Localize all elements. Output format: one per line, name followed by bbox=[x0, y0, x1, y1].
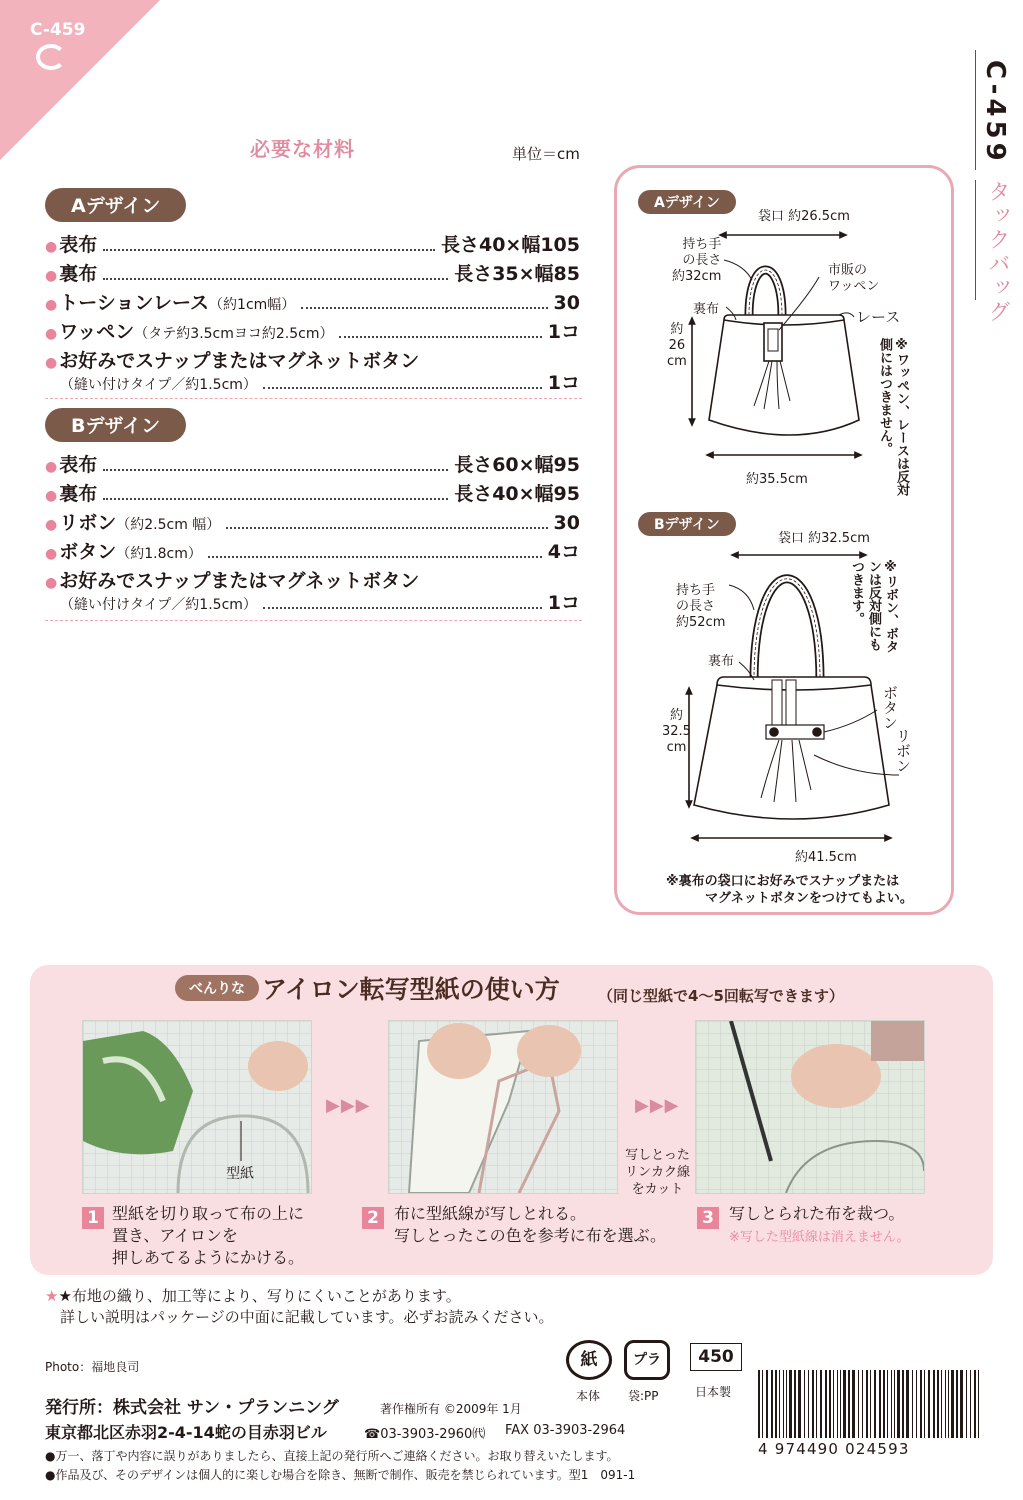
barcode-bar bbox=[848, 1370, 850, 1438]
design-b-label: Bデザイン bbox=[45, 408, 186, 442]
publisher: 発行所：株式会社 サン・プランニング bbox=[45, 1398, 339, 1418]
recycle-bag-label: 袋:PP bbox=[628, 1389, 659, 1403]
barcode-bar bbox=[897, 1370, 900, 1438]
material-row: ● 裏布 長さ40×幅95 bbox=[45, 483, 580, 505]
barcode-bar bbox=[874, 1370, 876, 1438]
pattern-label: 型紙 bbox=[226, 1166, 254, 1182]
barcode-bar bbox=[966, 1370, 967, 1438]
design-a-label: Aデザイン bbox=[45, 188, 186, 222]
section-divider bbox=[45, 398, 582, 399]
step-1-text: 型紙を切り取って布の上に 置き、アイロンを 押しあてるようにかける。 bbox=[112, 1204, 305, 1267]
recycle-body-label: 本体 bbox=[576, 1389, 601, 1403]
barcode-bar bbox=[945, 1370, 946, 1438]
step-arrow-icon: ▶▶▶ bbox=[635, 1095, 680, 1116]
barcode-bar bbox=[951, 1370, 954, 1438]
material-row: ● トーションレース（約1cm幅） 30 bbox=[45, 292, 580, 314]
material-row: ● リボン（約2.5cm 幅） 30 bbox=[45, 512, 580, 534]
diagram-b-note: ※リボン、ボタンは反対側にもつきます。 bbox=[849, 560, 898, 653]
barcode-bar bbox=[837, 1370, 838, 1438]
material-row: ● お好みでスナップまたはマグネットボタン bbox=[45, 350, 420, 372]
step-3-number: 3 bbox=[697, 1207, 719, 1229]
barcode-bar bbox=[833, 1370, 834, 1438]
diagram-a-width: 約35.5cm bbox=[746, 472, 808, 487]
barcode-bar bbox=[798, 1370, 801, 1438]
barcode-bar bbox=[906, 1370, 909, 1438]
diagram-a-handle-length: 持ち手 の長さ 約32cm bbox=[672, 237, 722, 284]
barcode-bar bbox=[840, 1370, 841, 1438]
barcode-bar bbox=[920, 1370, 922, 1438]
diagram-b-lining: 裏布 bbox=[708, 654, 735, 669]
barcode-bar bbox=[852, 1370, 855, 1438]
diagram-b-ribbon: リボン bbox=[894, 728, 912, 773]
step-1-number: 1 bbox=[82, 1207, 104, 1229]
side-divider bbox=[975, 50, 976, 170]
material-sub-row: （縫い付けタイプ／約1.5cm） 1コ bbox=[60, 372, 580, 394]
material-row: ● ボタン（約1.8cm） 4コ bbox=[45, 541, 580, 563]
barcode-bar bbox=[858, 1370, 859, 1438]
diagram-a-opening: 袋口 約26.5cm bbox=[758, 209, 850, 224]
step-arrow-icon: ▶▶▶ bbox=[326, 1095, 371, 1116]
diagram-a-note: ※ワッペン、レースは反対側にはつきません。 bbox=[877, 338, 909, 496]
barcode-bar bbox=[902, 1370, 904, 1438]
made-in-label: 日本製 bbox=[695, 1385, 732, 1399]
diagram-a-lace: レース bbox=[856, 308, 901, 326]
barcode-bar bbox=[820, 1370, 822, 1438]
step-1-photo bbox=[82, 1020, 312, 1194]
brand-logo-icon bbox=[36, 44, 66, 70]
barcode-bar bbox=[866, 1370, 868, 1438]
barcode-bar bbox=[978, 1370, 979, 1438]
diagram-a-wappen: 市販の ワッペン bbox=[828, 263, 880, 294]
care-note: ★★布地の織り、加工等により、写りにくいことがあります。 詳しい説明はパッケージの中面に記載しています。必ずお読みください。 bbox=[45, 1287, 554, 1326]
howto-badge: べんりな bbox=[175, 975, 259, 1001]
barcode-bar bbox=[960, 1370, 963, 1438]
howto-subtitle: （同じ型紙で4〜5回転写できます） bbox=[598, 987, 844, 1005]
material-row: ● 表布 長さ60×幅95 bbox=[45, 454, 580, 476]
barcode-bar bbox=[924, 1370, 925, 1438]
diagram-b-height: 約 32.5 cm bbox=[662, 708, 691, 755]
barcode bbox=[754, 1370, 986, 1438]
barcode-bar bbox=[812, 1370, 814, 1438]
step-3-text: 写しとられた布を裁つ。 ※写した型紙線は消えません。 bbox=[729, 1204, 910, 1245]
side-divider bbox=[975, 180, 976, 300]
barcode-bar bbox=[937, 1370, 939, 1438]
diagram-b-button: ボタン bbox=[881, 685, 899, 730]
barcode-number: 4 974490 024593 bbox=[758, 1440, 910, 1458]
barcode-bar bbox=[879, 1370, 881, 1438]
barcode-bar bbox=[816, 1370, 817, 1438]
diagram-a-label: Aデザイン bbox=[638, 190, 736, 214]
barcode-bar bbox=[794, 1370, 796, 1438]
barcode-bar bbox=[758, 1370, 760, 1438]
diagram-b-width: 約41.5cm bbox=[795, 850, 857, 865]
barcode-bar bbox=[894, 1370, 895, 1438]
material-row: ● 裏布 長さ35×幅85 bbox=[45, 263, 580, 285]
barcode-bar bbox=[870, 1370, 871, 1438]
barcode-bar bbox=[789, 1370, 792, 1438]
diagram-b-handle-length: 持ち手 の長さ 約52cm bbox=[676, 583, 726, 630]
barcode-bar bbox=[970, 1370, 971, 1438]
telephone: ☎03-3903-2960㈹ bbox=[364, 1427, 486, 1442]
step-2-text: 布に型紙線が写しとれる。 写しとったこの色を参考に布を選ぶ。 bbox=[394, 1204, 667, 1245]
barcode-bar bbox=[887, 1370, 888, 1438]
material-row: ● お好みでスナップまたはマグネットボタン bbox=[45, 570, 420, 592]
barcode-bar bbox=[829, 1370, 831, 1438]
materials-title: 必要な材料 bbox=[250, 137, 355, 161]
howto-title: アイロン転写型紙の使い方 bbox=[262, 975, 560, 1004]
barcode-bar bbox=[786, 1370, 787, 1438]
barcode-bar bbox=[883, 1370, 885, 1438]
barcode-bar bbox=[783, 1370, 784, 1438]
barcode-bar bbox=[771, 1370, 773, 1438]
barcode-bar bbox=[766, 1370, 768, 1438]
barcode-bar bbox=[862, 1370, 863, 1438]
plastic-recycle-icon: プラ bbox=[624, 1340, 670, 1380]
barcode-bar bbox=[956, 1370, 958, 1438]
barcode-bar bbox=[912, 1370, 913, 1438]
cut-outline-label: 写しとった リンカク線 をカット bbox=[625, 1148, 691, 1197]
barcode-bar bbox=[933, 1370, 935, 1438]
diagram-b-opening: 袋口 約32.5cm bbox=[778, 531, 870, 546]
barcode-bar bbox=[948, 1370, 949, 1438]
diagram-a-height: 約 26 cm bbox=[667, 322, 687, 369]
address: 東京都北区赤羽2-4-14蛇の目赤羽ビル bbox=[45, 1423, 327, 1442]
barcode-bar bbox=[891, 1370, 892, 1438]
disclaimer-copyright: ●作品及び、そのデザインは個人的に楽しむ場合を除き、無断で制作、販売を禁じられています。型1 091-1 bbox=[45, 1468, 636, 1482]
corner-product-code: C-459 bbox=[30, 20, 86, 40]
price-code: 450 bbox=[690, 1343, 742, 1371]
material-row: ● 表布 長さ40×幅105 bbox=[45, 234, 580, 256]
step-2-photo bbox=[388, 1020, 618, 1194]
step-2-number: 2 bbox=[362, 1207, 384, 1229]
barcode-bar bbox=[779, 1370, 780, 1438]
diagram-footnote: ※裏布の袋口にお好みでスナップまたは マグネットボタンをつけてもよい。 bbox=[666, 874, 913, 906]
barcode-bar bbox=[775, 1370, 777, 1438]
photo-credit: Photo：福地良司 bbox=[45, 1360, 140, 1374]
copyright: 著作権所有 ©2009年 1月 bbox=[380, 1402, 522, 1416]
paper-recycle-icon: 紙 bbox=[566, 1340, 612, 1380]
step-3-photo bbox=[695, 1020, 925, 1194]
barcode-bar bbox=[916, 1370, 917, 1438]
fax: FAX 03-3903-2964 bbox=[505, 1423, 626, 1438]
unit-note: 単位＝cm bbox=[512, 145, 580, 163]
disclaimer-replacement: ●万一、落丁や内容に誤りがありましたら、直接上記の発行所へご連絡ください。お取り替えいたします。 bbox=[45, 1449, 619, 1463]
barcode-bar bbox=[808, 1370, 809, 1438]
barcode-bar bbox=[804, 1370, 805, 1438]
diagram-b-label: Bデザイン bbox=[638, 512, 736, 536]
barcode-bar bbox=[941, 1370, 942, 1438]
barcode-bar bbox=[843, 1370, 846, 1438]
section-divider bbox=[45, 620, 582, 621]
side-product-title: タックバッグ bbox=[985, 180, 1010, 324]
side-product-code: C-459 bbox=[980, 60, 1010, 165]
material-row: ● ワッペン（タテ約3.5cmヨコ約2.5cm） 1コ bbox=[45, 321, 580, 343]
diagram-a-lining: 裏布 bbox=[693, 302, 720, 317]
barcode-bar bbox=[974, 1370, 976, 1438]
barcode-bar bbox=[762, 1370, 763, 1438]
barcode-bar bbox=[825, 1370, 827, 1438]
barcode-bar bbox=[928, 1370, 930, 1438]
material-sub-row: （縫い付けタイプ／約1.5cm） 1コ bbox=[60, 592, 580, 614]
